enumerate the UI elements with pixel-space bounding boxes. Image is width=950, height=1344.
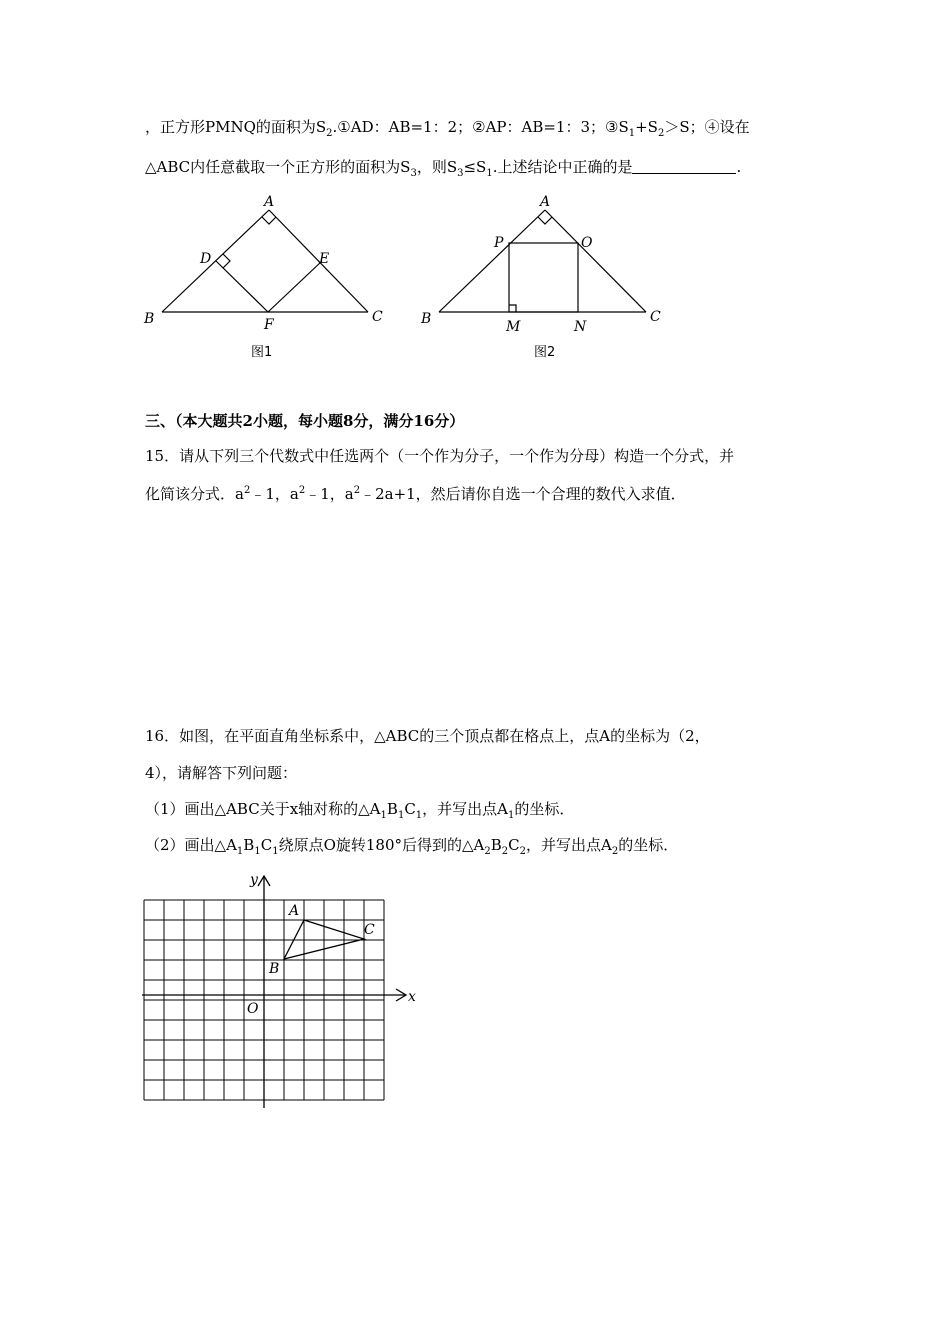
fig2-label-p: P (494, 235, 504, 251)
problem14-line2 (145, 157, 741, 177)
p14-text: ，正方形PMNQ的面积为S (145, 118, 327, 136)
p16-sub: 1 (236, 846, 244, 857)
fig2-side-ab (439, 210, 545, 312)
problem15-line1: 15．请从下列三个代数式中任选两个（一个作为分子，一个作为分母）构造一个分式，并 (145, 447, 735, 465)
p16-text: ，并写出点A (526, 836, 612, 854)
problem16-q2 (145, 835, 678, 855)
p16-sub: 2 (501, 846, 509, 857)
problem16-line1: 16．如图，在平面直角坐标系中，△ABC的三个顶点都在格点上，点A的坐标为（2， (145, 727, 710, 745)
fig1-label-c: C (372, 309, 383, 325)
vertex-label-c: C (364, 922, 375, 938)
p16-text: 的坐标． (514, 800, 575, 818)
p16-sub: 1 (380, 810, 387, 821)
fig2-label-n: N (574, 319, 587, 335)
p16-text: B (386, 800, 398, 818)
fig2-caption: 图2 (534, 345, 556, 360)
p14-sub: 1 (628, 128, 636, 139)
p16-text: （2）画出△A (145, 836, 237, 854)
p16-sub: 2 (519, 846, 526, 857)
p16-text: （1）画出△ABC关于x轴对称的△A (145, 800, 381, 818)
axis-label-x: x (408, 989, 416, 1005)
fig1-label-b: B (144, 311, 155, 327)
fig2-side-ac (545, 210, 646, 312)
p14-text: ，则S (416, 158, 458, 176)
p15-sup: 2 (243, 485, 251, 496)
problem14-line1 (145, 117, 750, 137)
p16-sub: 1 (415, 810, 423, 821)
p14-sub: 2 (657, 128, 665, 139)
p16-text: C (508, 836, 520, 854)
figure-1 (138, 192, 398, 367)
p16-text: ，并写出点A (422, 800, 509, 818)
p16-text: 的坐标． (618, 836, 679, 854)
p14-text: △ABC内任意截取一个正方形的面积为S (145, 158, 411, 176)
fig1-label-d: D (200, 251, 212, 267)
vertex-label-b: B (269, 961, 280, 977)
p16-text: B (243, 836, 255, 854)
vertex-label-a: A (289, 903, 300, 919)
p15-sup: 2 (298, 485, 306, 496)
p14-text: .①AD：AB=1：2；②AP：AB=1：3；③S (332, 118, 629, 136)
fig2-label-m: M (506, 319, 521, 335)
p14-sub: 3 (410, 168, 417, 179)
answer-blank[interactable] (632, 159, 736, 174)
p14-sub: 1 (486, 168, 493, 179)
fig1-segment-df (216, 261, 268, 312)
p15-sup: 2 (353, 485, 361, 496)
p14-sub: 2 (326, 128, 333, 139)
p16-sub: 2 (484, 846, 491, 857)
p16-text: 绕原点O旋转180°后得到的△A (278, 836, 485, 854)
section-heading: 三、（本大题共2小题，每小题8分，满分16分） (145, 412, 465, 430)
fig2-right-angle-m (509, 305, 516, 312)
p16-text: B (490, 836, 502, 854)
p14-text: ≤S (463, 158, 487, 176)
fig1-caption: 图1 (251, 345, 273, 360)
p15-text: ﹣2a+1，然后请你自选一个合理的数代入求值． (360, 485, 686, 503)
fig2-label-c: C (650, 309, 661, 325)
p16-sub: 2 (611, 846, 619, 857)
p14-sub: 3 (457, 168, 464, 179)
fig2-label-q: O (581, 235, 593, 251)
p15-text: ﹣1，a (305, 485, 354, 503)
fig2-label-b: B (421, 311, 432, 327)
problem16-q1 (145, 799, 574, 819)
p16-sub: 1 (254, 846, 261, 857)
problem15-line2 (145, 484, 686, 504)
p15-text: 化简该分式．a (145, 485, 244, 503)
fig1-segment-ef (268, 261, 322, 312)
p14-text: .上述结论中正确的是 (492, 158, 633, 176)
p16-sub: 1 (508, 810, 515, 821)
fig2-square-pmnq (509, 243, 578, 312)
p16-sub: 1 (272, 846, 279, 857)
p16-sub: 1 (397, 810, 405, 821)
axis-label-y: y (250, 872, 258, 888)
fig1-right-angle-a (262, 217, 276, 224)
p16-text: C (404, 800, 416, 818)
fig1-label-f: F (264, 317, 274, 333)
p14-end: . (736, 158, 742, 176)
figure-2 (418, 192, 678, 367)
fig2-label-a: A (540, 194, 551, 210)
fig1-label-a: A (264, 194, 275, 210)
coordinate-grid-figure (138, 868, 428, 1113)
fig1-label-e: E (319, 251, 330, 267)
fig1-right-angle-d (223, 254, 230, 268)
fig2-right-angle-a (538, 217, 552, 224)
p16-text: C (260, 836, 273, 854)
p14-text: ＞S；④设在 (664, 118, 750, 136)
p15-text: ﹣1，a (250, 485, 299, 503)
problem16-line2: 4），请解答下列问题： (145, 764, 298, 782)
origin-label: O (247, 1001, 259, 1017)
p14-text: +S (635, 118, 658, 136)
